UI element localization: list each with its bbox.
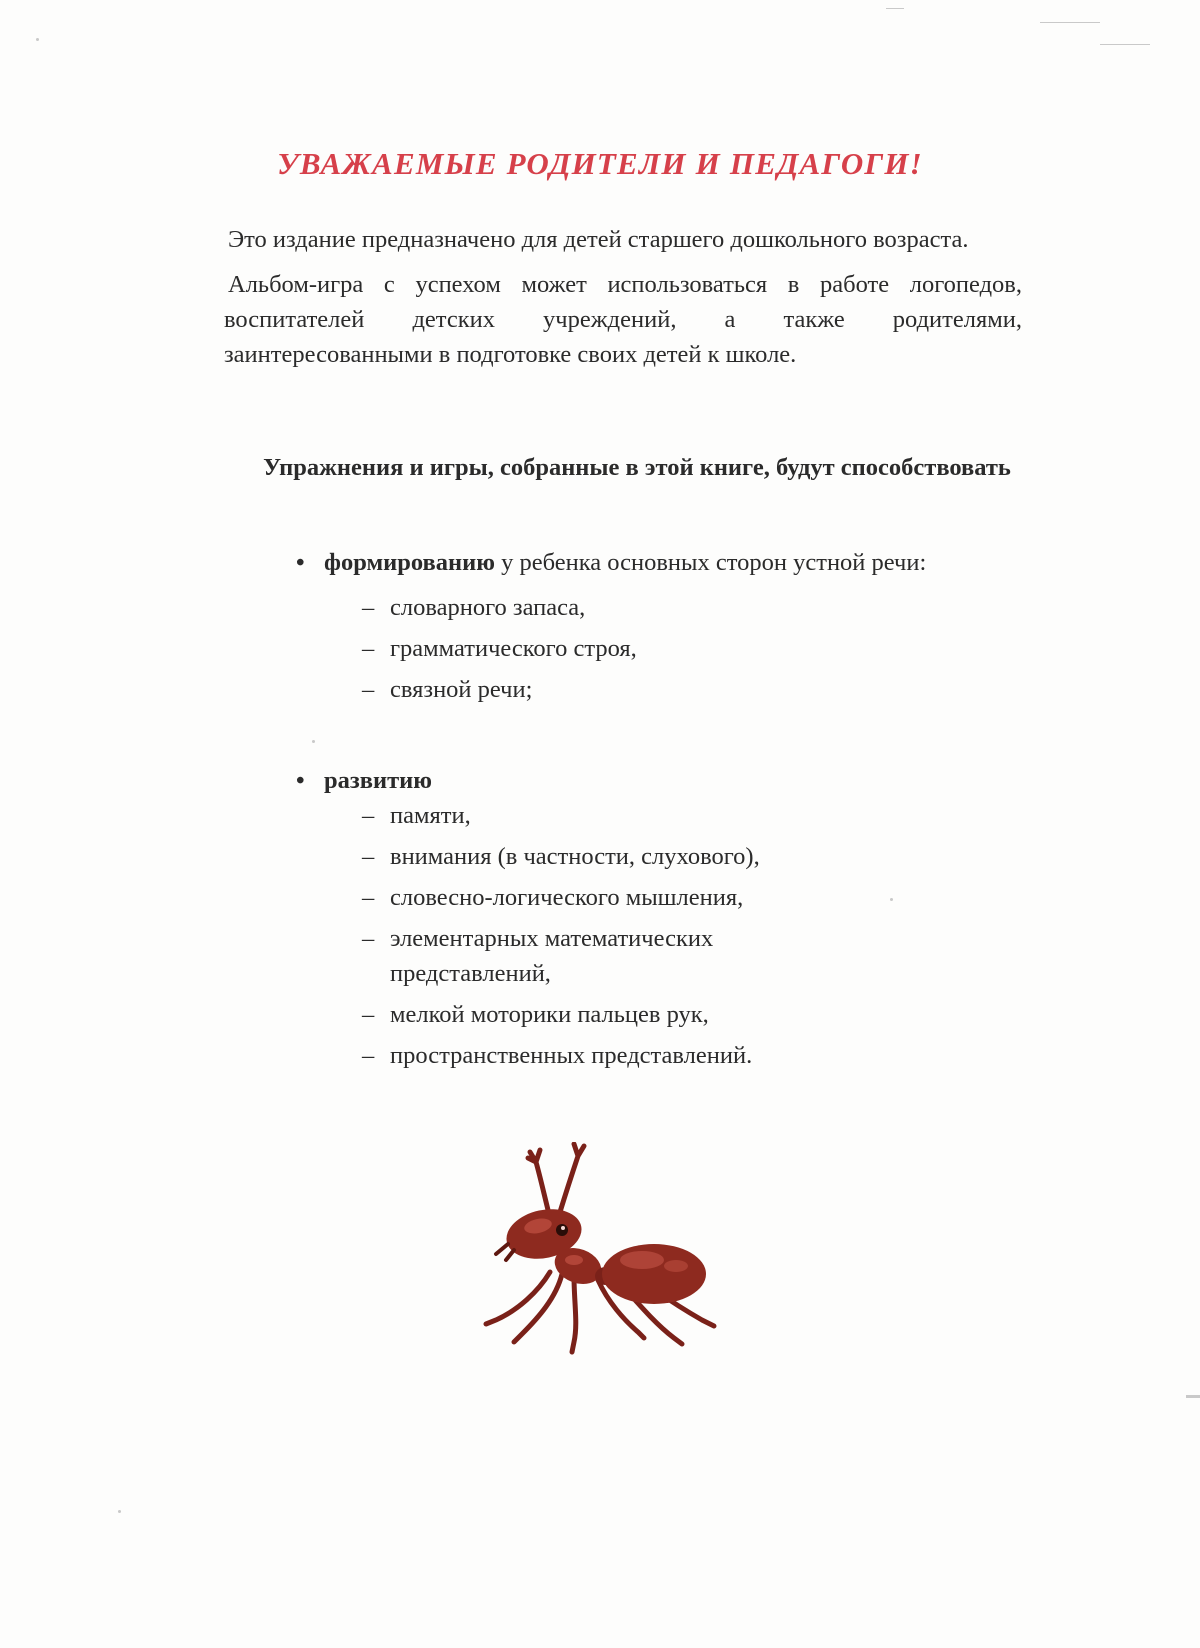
bullet-heading <box>292 545 992 580</box>
list-item <box>292 921 790 991</box>
dash-icon: – <box>362 884 375 911</box>
bullet-heading-bold: развитию <box>324 767 432 794</box>
list-item-text: грамматического строя, <box>390 635 637 662</box>
scan-speck <box>312 740 315 743</box>
section-subheading: Упражнения и игры, собранные в этой книге, будут способствовать <box>263 454 1011 481</box>
list-item-text: словарного запаса, <box>390 594 586 621</box>
intro-text <box>224 222 1022 382</box>
bullet-heading-text: у ребенка основных сторон устной речи: <box>494 549 927 576</box>
bullet-icon: • <box>296 549 305 576</box>
intro-paragraph-2: Альбом-игра с успехом может использоваться в работе логопедов, воспитателей детских учреждений, а также родителями, заинтересованными в подготовке своих детей к школе. <box>224 271 1022 368</box>
list-item-text: памяти, <box>390 802 471 829</box>
intro-paragraph-1: Это издание предназначено для детей старшего дошкольного возраста. <box>228 226 969 253</box>
scan-speck <box>1186 1395 1200 1398</box>
list-item-text: связной речи; <box>390 676 533 703</box>
ant-icon <box>478 1142 738 1372</box>
bullet-icon: • <box>296 767 305 794</box>
list-item-text: словесно-логического мышления, <box>390 884 744 911</box>
bullet-heading-bold: формированию <box>324 549 495 576</box>
sub-list <box>292 590 992 707</box>
list-item <box>292 631 992 666</box>
dash-icon: – <box>362 925 375 952</box>
page-title: УВАЖАЕМЫЕ РОДИТЕЛИ И ПЕДАГОГИ! <box>277 146 923 181</box>
list-item-text: внимания (в частности, слухового), <box>390 843 760 870</box>
dash-icon: – <box>362 594 375 621</box>
dash-icon: – <box>362 1001 375 1028</box>
list-item <box>292 880 992 915</box>
dash-icon: – <box>362 676 375 703</box>
scan-speck <box>1100 44 1150 45</box>
list-item <box>292 839 992 874</box>
dash-icon: – <box>362 635 375 662</box>
scan-speck <box>36 38 39 41</box>
scan-speck <box>118 1510 121 1513</box>
list-item <box>292 672 992 707</box>
bullet-heading <box>292 763 992 798</box>
list-item <box>292 1038 992 1073</box>
list-item-text: мелкой моторики пальцев рук, <box>390 1001 709 1028</box>
dash-icon: – <box>362 843 375 870</box>
list-item-text: пространственных представлений. <box>390 1042 753 1069</box>
bullet-section-formation <box>292 545 992 707</box>
list-item-text: элементарных математических представлений, <box>390 925 714 987</box>
dash-icon: – <box>362 802 375 829</box>
scan-speck <box>1040 22 1100 23</box>
scan-speck <box>886 8 904 9</box>
list-item <box>292 590 992 625</box>
list-item <box>292 997 992 1032</box>
list-item <box>292 798 992 833</box>
sub-list <box>292 798 992 1073</box>
dash-icon: – <box>362 1042 375 1069</box>
bullet-section-development <box>292 763 992 1073</box>
